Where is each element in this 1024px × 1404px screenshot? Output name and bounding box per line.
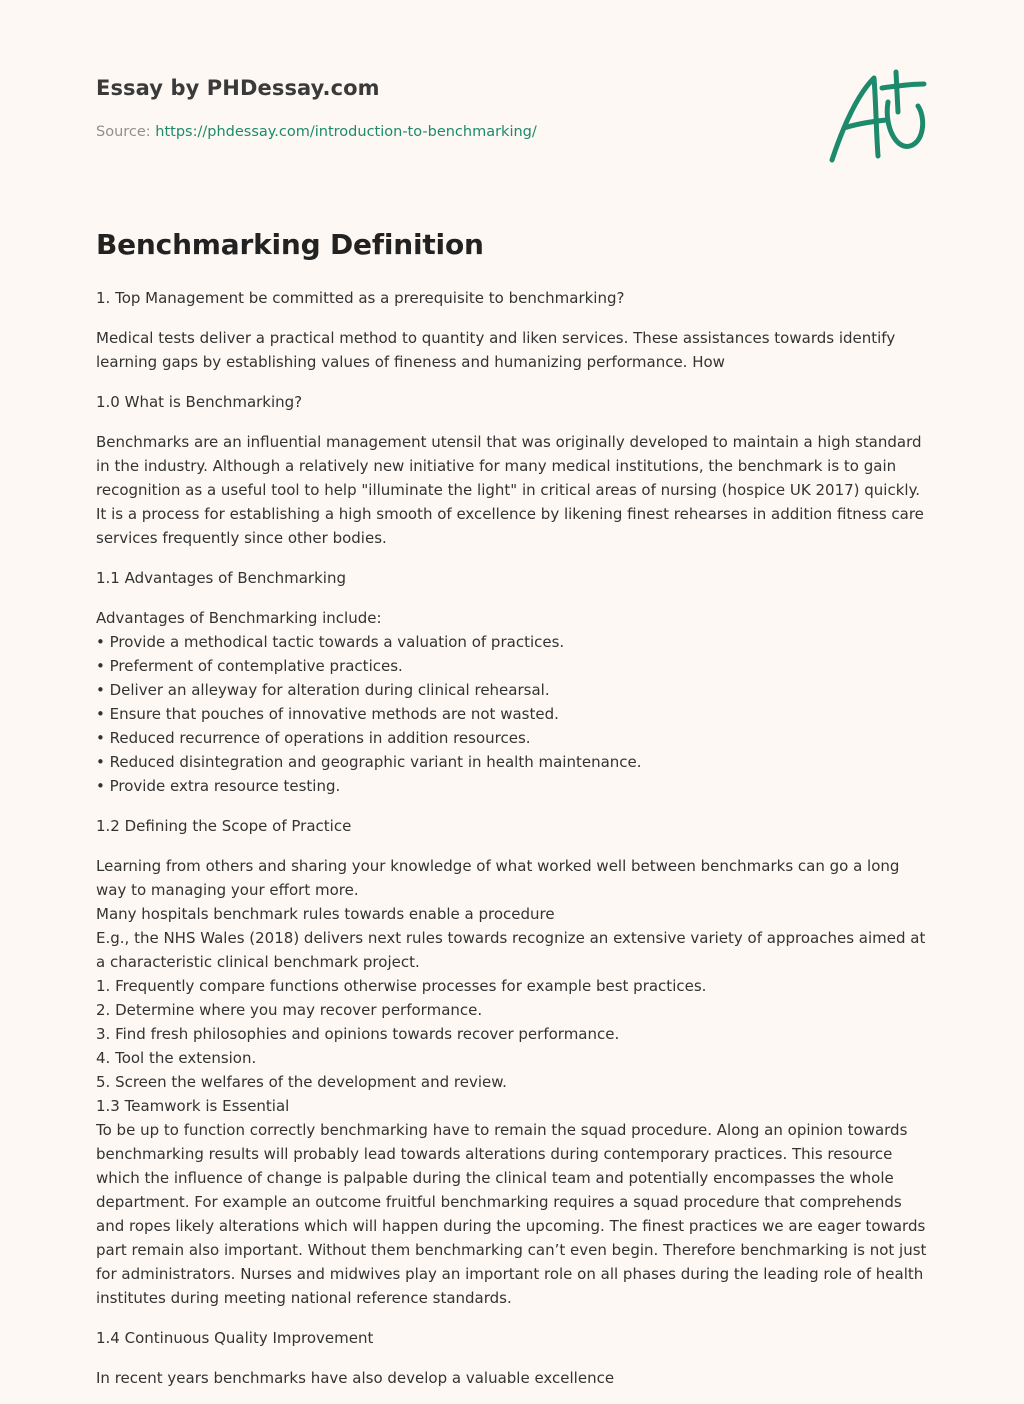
step-item: 2. Determine where you may recover performance. (96, 1001, 483, 1019)
advantages-intro: Advantages of Benchmarking include: (96, 609, 382, 627)
advantage-item: • Reduced recurrence of operations in addition resources. (96, 729, 531, 747)
page-header (96, 0, 928, 200)
question-heading: 1. Top Management be committed as a prerequisite to benchmarking? (96, 289, 625, 307)
advantage-item: • Preferment of contemplative practices. (96, 657, 403, 675)
quality-paragraph: In recent years benchmarks have also develop a valuable excellence (96, 1369, 615, 1387)
step-item: 1. Frequently compare functions otherwise processes for example best practices. (96, 977, 707, 995)
advantage-item: • Provide extra resource testing. (96, 777, 341, 795)
step-item: 5. Screen the welfares of the development and review. (96, 1073, 507, 1091)
benchmarking-paragraph: Benchmarks are an influential management utensil that was originally developed to maintain a high standard in the industry. Although a relatively new initiative for many medical institutions, the benchmark is to gain recognition as a useful tool to help "illuminate the light" in critical areas of nursing (hospice UK 2017) quickly. It is a process for establishing a high smooth of excellence by likening finest rehearses in addition fitness care services frequently since other bodies. (96, 433, 924, 547)
section-heading-1-0: 1.0 What is Benchmarking? (96, 393, 303, 411)
advantage-item: • Deliver an alleyway for alteration during clinical rehearsal. (96, 681, 550, 699)
source-line (96, 124, 537, 140)
site-title: Essay by PHDessay.com (96, 76, 380, 100)
advantage-item: • Ensure that pouches of innovative methods are not wasted. (96, 705, 559, 723)
source-link[interactable]: https://phdessay.com/introduction-to-benchmarking/ (155, 124, 537, 140)
section-heading-1-1: 1.1 Advantages of Benchmarking (96, 569, 346, 587)
teamwork-paragraph: To be up to function correctly benchmarking have to remain the squad procedure. Along an opinion towards benchmarking results will probably lead towards alterations during contemporary practices. This resource which the influence of change is palpable during the clinical team and potentially encompasses the whole department. For example an outcome fruitful benchmarking requires a squad procedure that comprehends and ropes likely alterations which will happen during the upcoming. The finest practices we are eager towards part remain also important. Without them benchmarking can’t even begin. Therefore benchmarking is not just for administrators. Nurses and midwives play an important role on all phases during the leading role of health institutes during meeting national reference standards. (96, 1121, 927, 1307)
document-title: Benchmarking Definition (96, 228, 484, 261)
advantages-list (96, 606, 928, 798)
section-heading-1-2: 1.2 Defining the Scope of Practice (96, 817, 352, 835)
scope-paragraph: Learning from others and sharing your knowledge of what worked well between benchmarks can go a long way to managing your effort more. (96, 857, 900, 899)
advantage-item: • Provide a methodical tactic towards a valuation of practices. (96, 633, 565, 651)
step-item: 4. Tool the extension. (96, 1049, 257, 1067)
a-plus-logo-icon (826, 66, 930, 166)
source-label: Source: (96, 124, 156, 140)
nhs-wales-paragraph: E.g., the NHS Wales (2018) delivers next rules towards recognize an extensive variety of approaches aimed at a characteristic clinical benchmark project. (96, 929, 926, 971)
section-heading-1-3: 1.3 Teamwork is Essential (96, 1097, 290, 1115)
hospitals-line: Many hospitals benchmark rules towards enable a procedure (96, 905, 555, 923)
section-heading-1-4: 1.4 Continuous Quality Improvement (96, 1329, 374, 1347)
document-body (96, 286, 928, 1390)
intro-paragraph: Medical tests deliver a practical method to quantity and liken services. These assistances towards identify learning gaps by establishing values of fineness and humanizing performance. How (96, 329, 896, 371)
advantage-item: • Reduced disintegration and geographic variant in health maintenance. (96, 753, 642, 771)
step-item: 3. Find fresh philosophies and opinions towards recover performance. (96, 1025, 620, 1043)
scope-block (96, 854, 928, 1310)
